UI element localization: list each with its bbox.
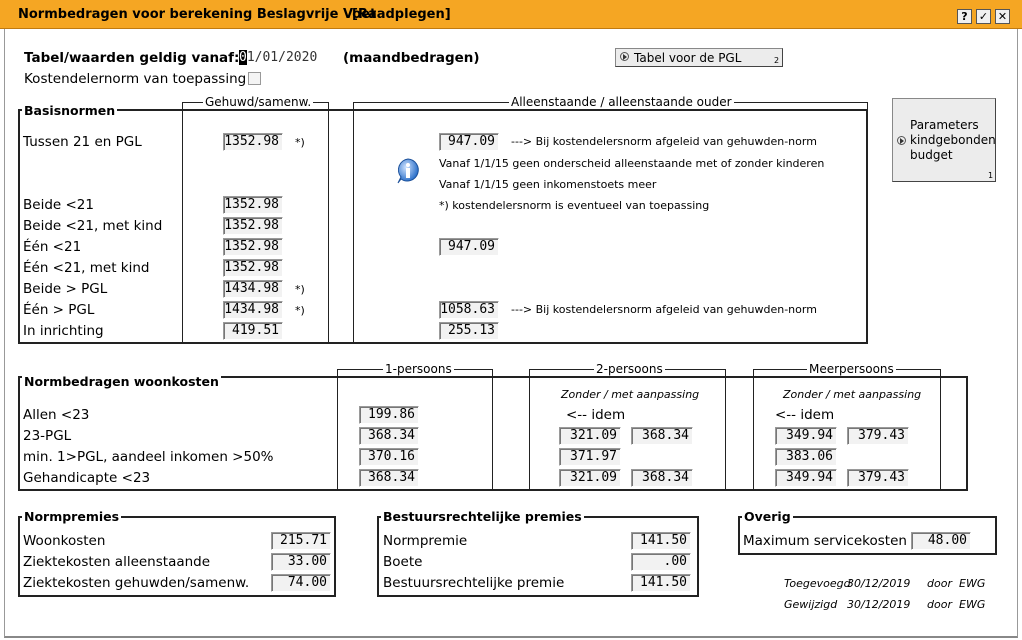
pgl-button-label: Tabel voor de PGL <box>634 51 742 65</box>
woon-row-label: 23-PGL <box>23 428 72 444</box>
servicekosten-label: Maximum servicekosten <box>743 533 907 549</box>
multi-person-adapted-field[interactable]: 379.43 <box>847 469 909 487</box>
two-person-field[interactable]: 321.09 <box>559 469 621 487</box>
basis-row-label: Één <21, met kind <box>23 260 150 276</box>
basis-row-label: Tussen 21 en PGL <box>23 134 142 150</box>
woon-row-label: Allen <23 <box>23 407 90 423</box>
married-amount-field[interactable]: 1352.98 <box>223 217 283 235</box>
added-label: Toegevoegd <box>784 577 851 590</box>
normpremie-field[interactable]: 215.71 <box>271 532 331 550</box>
info-icon <box>395 158 421 184</box>
married-amount-field[interactable]: 1434.98 <box>223 280 283 298</box>
help-button[interactable]: ? <box>957 9 972 24</box>
woon-col1-title: 1-persoons <box>385 362 452 376</box>
changed-label: Gewijzigd <box>784 598 838 611</box>
woon-col2-title: 2-persoons <box>596 362 663 376</box>
single-amount-field[interactable]: 1058.63 <box>439 301 499 319</box>
normpremies-title: Normpremies <box>24 509 120 524</box>
footnote-marker: *) <box>295 304 305 317</box>
bestuurs-label: Bestuursrechtelijke premie <box>383 575 565 591</box>
basis-row-label: Één <21 <box>23 239 82 255</box>
woon-col3-sub: Zonder / met aanpassing <box>783 388 922 401</box>
basis-row-label: Beide <21 <box>23 197 94 213</box>
bestuurs-field[interactable]: 141.50 <box>631 574 691 592</box>
changed-by-label: door <box>927 598 952 611</box>
title-bar <box>0 0 1022 29</box>
woon-col2-sub: Zonder / met aanpassing <box>561 388 700 401</box>
married-amount-field[interactable]: 1434.98 <box>223 301 283 319</box>
info-line-2: Vanaf 1/1/15 geen inkomenstoets meer <box>439 178 657 191</box>
multi-person-field[interactable]: 349.94 <box>775 427 837 445</box>
bestuurs-field[interactable]: 141.50 <box>631 532 691 550</box>
cost-sharer-checkbox[interactable] <box>248 72 261 85</box>
married-amount-field[interactable]: 1352.98 <box>223 259 283 277</box>
one-person-field[interactable]: 368.34 <box>359 469 419 487</box>
woon-title: Normbedragen woonkosten <box>24 374 219 389</box>
bestuurs-title: Bestuursrechtelijke premies <box>383 509 582 524</box>
basis-row-label: Beide > PGL <box>23 281 108 297</box>
servicekosten-field[interactable]: 48.00 <box>911 532 971 550</box>
woon-row-label: min. 1>PGL, aandeel inkomen >50% <box>23 449 274 465</box>
valid-from-suffix: (maandbedragen) <box>343 50 480 66</box>
normpremie-label: Woonkosten <box>23 533 106 549</box>
married-amount-field[interactable]: 419.51 <box>223 322 283 340</box>
added-by-label: door <box>927 577 952 590</box>
footnote-marker: *) <box>295 136 305 149</box>
married-amount-field[interactable]: 1352.98 <box>223 133 283 151</box>
cost-sharer-note: ---> Bij kostendelersnorm afgeleid van gehuwden-norm <box>511 135 817 148</box>
multi-person-adapted-field[interactable]: 379.43 <box>847 427 909 445</box>
bestuurs-label: Boete <box>383 554 423 570</box>
married-amount-field[interactable]: 1352.98 <box>223 196 283 214</box>
woon-col3-title: Meerpersoons <box>809 362 894 376</box>
cost-sharer-note: ---> Bij kostendelersnorm afgeleid van gehuwden-norm <box>511 303 817 316</box>
valid-from-label: Tabel/waarden geldig vanaf: <box>24 50 240 66</box>
basis-row-label: Één > PGL <box>23 302 95 318</box>
normpremie-label: Ziektekosten alleenstaande <box>23 554 211 570</box>
one-person-field[interactable]: 370.16 <box>359 448 419 466</box>
footnote-marker: *) <box>295 283 305 296</box>
single-amount-field[interactable]: 947.09 <box>439 238 499 256</box>
valid-from-input[interactable]: 01/01/2020 <box>239 50 318 65</box>
one-person-field[interactable]: 368.34 <box>359 427 419 445</box>
window-mode: [Raadplegen] <box>352 7 451 22</box>
basis-col2-title: Alleenstaande / alleenstaande ouder <box>511 95 732 109</box>
single-amount-field[interactable]: 947.09 <box>439 133 499 151</box>
basis-col1-title: Gehuwd/samenw. <box>205 95 312 109</box>
woon-row-label: Gehandicapte <23 <box>23 470 151 486</box>
two-person-field[interactable]: 321.09 <box>559 427 621 445</box>
info-line-3: *) kostendelersnorm is eventueel van toepassing <box>439 199 710 212</box>
params-button-label: Parameters kindgebonden budget <box>910 118 996 162</box>
changed-date: 30/12/2019 <box>847 598 911 611</box>
normpremie-field[interactable]: 33.00 <box>271 553 331 571</box>
two-person-field[interactable]: 371.97 <box>559 448 621 466</box>
basis-title: Basisnormen <box>24 103 116 118</box>
basis-row-label: In inrichting <box>23 323 104 339</box>
confirm-button[interactable]: ✓ <box>976 9 991 24</box>
idem-note: <-- idem <box>775 407 835 423</box>
pgl-table-button[interactable] <box>615 48 783 67</box>
added-date: 30/12/2019 <box>847 577 911 590</box>
one-person-field[interactable]: 199.86 <box>359 406 419 424</box>
two-person-adapted-field[interactable]: 368.34 <box>631 427 693 445</box>
added-by: EWG <box>959 577 986 590</box>
pgl-button-key: 2 <box>774 56 780 65</box>
info-line-1: Vanaf 1/1/15 geen onderscheid alleenstaande met of zonder kinderen <box>439 157 825 170</box>
normpremie-label: Ziektekosten gehuwden/samenw. <box>23 575 250 591</box>
bestuurs-label: Normpremie <box>383 533 468 549</box>
arrow-right-icon <box>620 52 629 61</box>
basis-row-label: Beide <21, met kind <box>23 218 163 234</box>
window-title: Normbedragen voor berekening Beslagvrije Voet <box>18 7 377 22</box>
bestuurs-field[interactable]: .00 <box>631 553 691 571</box>
cost-sharer-label: Kostendelernorm van toepassing <box>24 71 247 87</box>
multi-person-field[interactable]: 383.06 <box>775 448 837 466</box>
two-person-adapted-field[interactable]: 368.34 <box>631 469 693 487</box>
overig-title: Overig <box>744 509 791 524</box>
close-button[interactable]: ✕ <box>995 9 1010 24</box>
params-child-budget-button[interactable] <box>892 98 996 182</box>
changed-by: EWG <box>959 598 986 611</box>
married-amount-field[interactable]: 1352.98 <box>223 238 283 256</box>
normpremie-field[interactable]: 74.00 <box>271 574 331 592</box>
valid-from-value: 1/01/2020 <box>246 50 318 65</box>
single-amount-field[interactable]: 255.13 <box>439 322 499 340</box>
idem-note: <-- idem <box>566 407 626 423</box>
params-button-key: 1 <box>988 171 994 180</box>
arrow-right-icon <box>897 136 906 145</box>
multi-person-field[interactable]: 349.94 <box>775 469 837 487</box>
